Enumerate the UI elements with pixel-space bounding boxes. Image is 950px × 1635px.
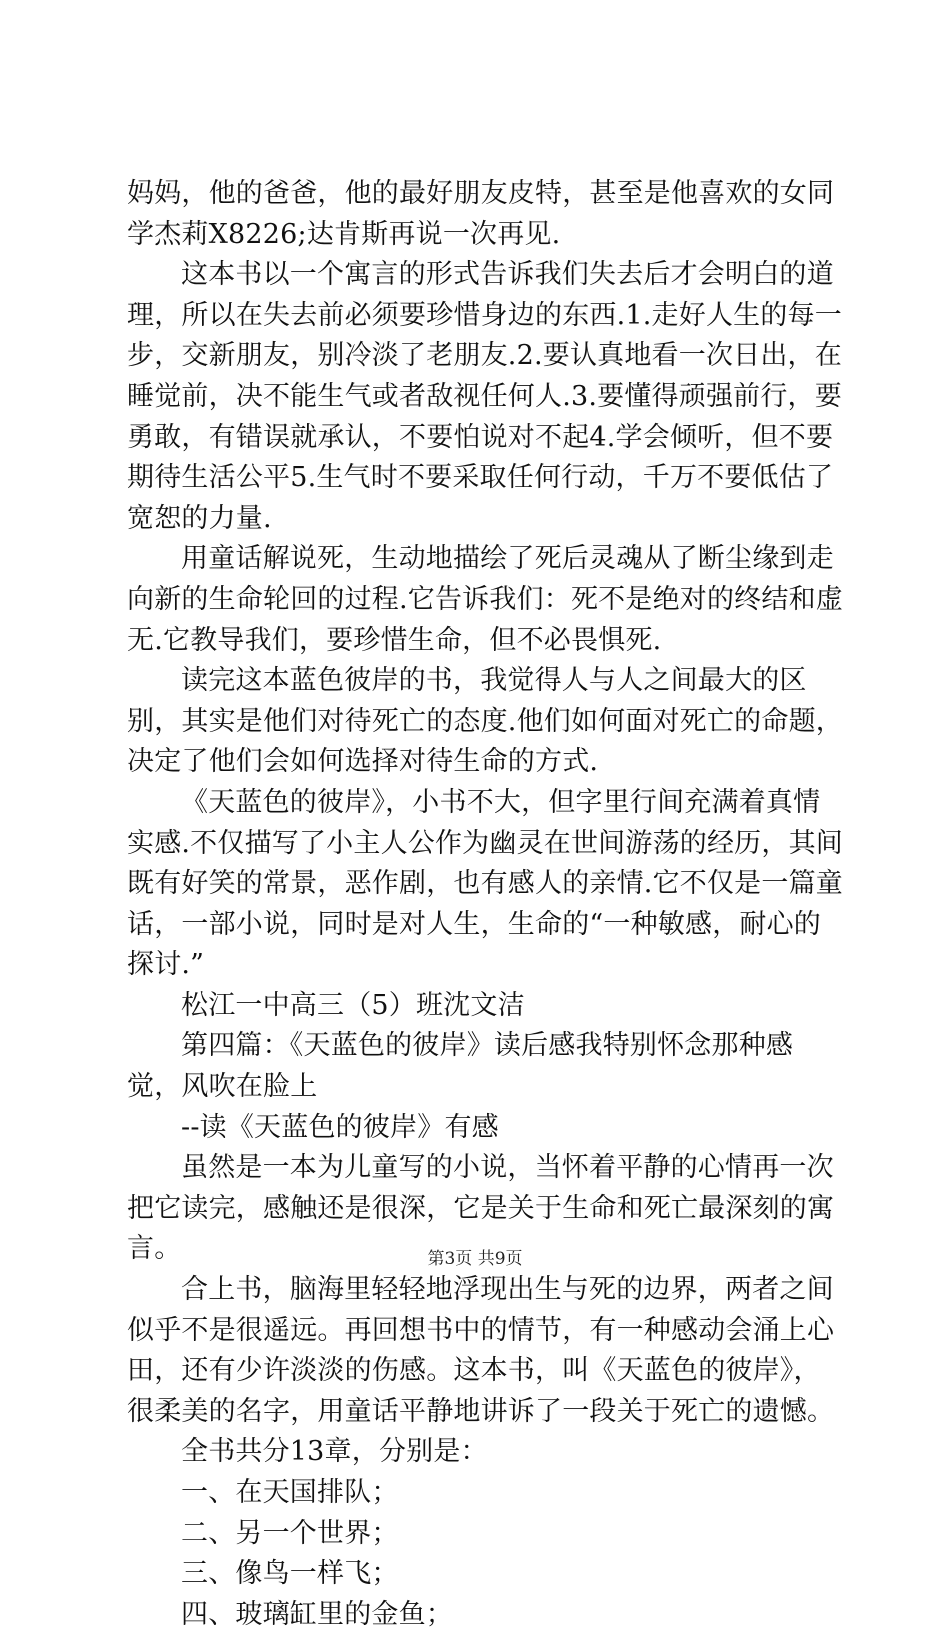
author-line: 松江一中高三（5）班沈文洁 <box>181 989 525 1021</box>
section-heading: 第四篇：《天蓝色的彼岸》读后感我特别怀念那种感觉，风吹在脸上 <box>127 1030 794 1103</box>
section-subtitle: --读《天蓝色的彼岸》有感 <box>181 1111 499 1143</box>
document-body <box>127 174 847 1635</box>
paragraph: 《天蓝色的彼岸》，小书不大，但字里行间充满着真情实感.不仅描写了小主人公作为幽灵在世间游荡的经历，其间既有好笑的常景，恶作剧，也有感人的亲情.它不仅是一篇童话，一部小说，同时是对人生，生命的“一种敏感，耐心的探讨.” <box>127 786 843 981</box>
paragraph: 合上书，脑海里轻轻地浮现出生与死的边界，两者之间似乎不是很遥远。再回想书中的情节，有一种感动会涌上心田，还有少许淡淡的伤感。这本书，叫《天蓝色的彼岸》，很柔美的名字，用童话平静地讲诉了一段关于死亡的遗憾。 <box>127 1274 835 1427</box>
list-item: 一、在天国排队； <box>181 1477 399 1508</box>
paragraph: 读完这本蓝色彼岸的书，我觉得人与人之间最大的区别，其实是他们对待死亡的态度.他们如何面对死亡的命题，决定了他们会如何选择对待生命的方式. <box>127 665 843 778</box>
paragraph: 虽然是一本为儿童写的小说，当怀着平静的心情再一次把它读完，感触还是很深，它是关于生命和死亡最深刻的寓言。 <box>127 1152 835 1265</box>
list-item: 二、另一个世界； <box>181 1517 399 1549</box>
paragraph-continued: 妈妈，他的爸爸，他的最好朋友皮特，甚至是他喜欢的女同学杰莉X8226;达肯斯再说一次再见. <box>127 178 835 250</box>
paragraph: 用童话解说死，生动地描绘了死后灵魂从了断尘缘到走向新的生命轮回的过程.它告诉我们：死不是绝对的终结和虚无.它教导我们，要珍惜生命，但不必畏惧死. <box>127 543 843 656</box>
list-item: 三、像鸟一样飞； <box>181 1558 399 1590</box>
paragraph: 全书共分13章，分别是： <box>181 1436 488 1468</box>
paragraph: 这本书以一个寓言的形式告诉我们失去后才会明白的道理，所以在失去前必须要珍惜身边的东西.1.走好人生的每一步，交新朋友，别冷淡了老朋友.2.要认真地看一次日出，在睡觉前，决不能生气或者敌视任何人.3.要懂得顽强前行，要勇敢，有错误就承认，不要怕说对不起4.学会倾听，但不要期待生活公平5.生气时不要采取任何行动，千万不要低估了宽恕的力量. <box>127 259 842 534</box>
list-item: 四、玻璃缸里的金鱼； <box>181 1598 453 1630</box>
page-number-footer: 第3页 共9页 <box>427 1249 523 1269</box>
